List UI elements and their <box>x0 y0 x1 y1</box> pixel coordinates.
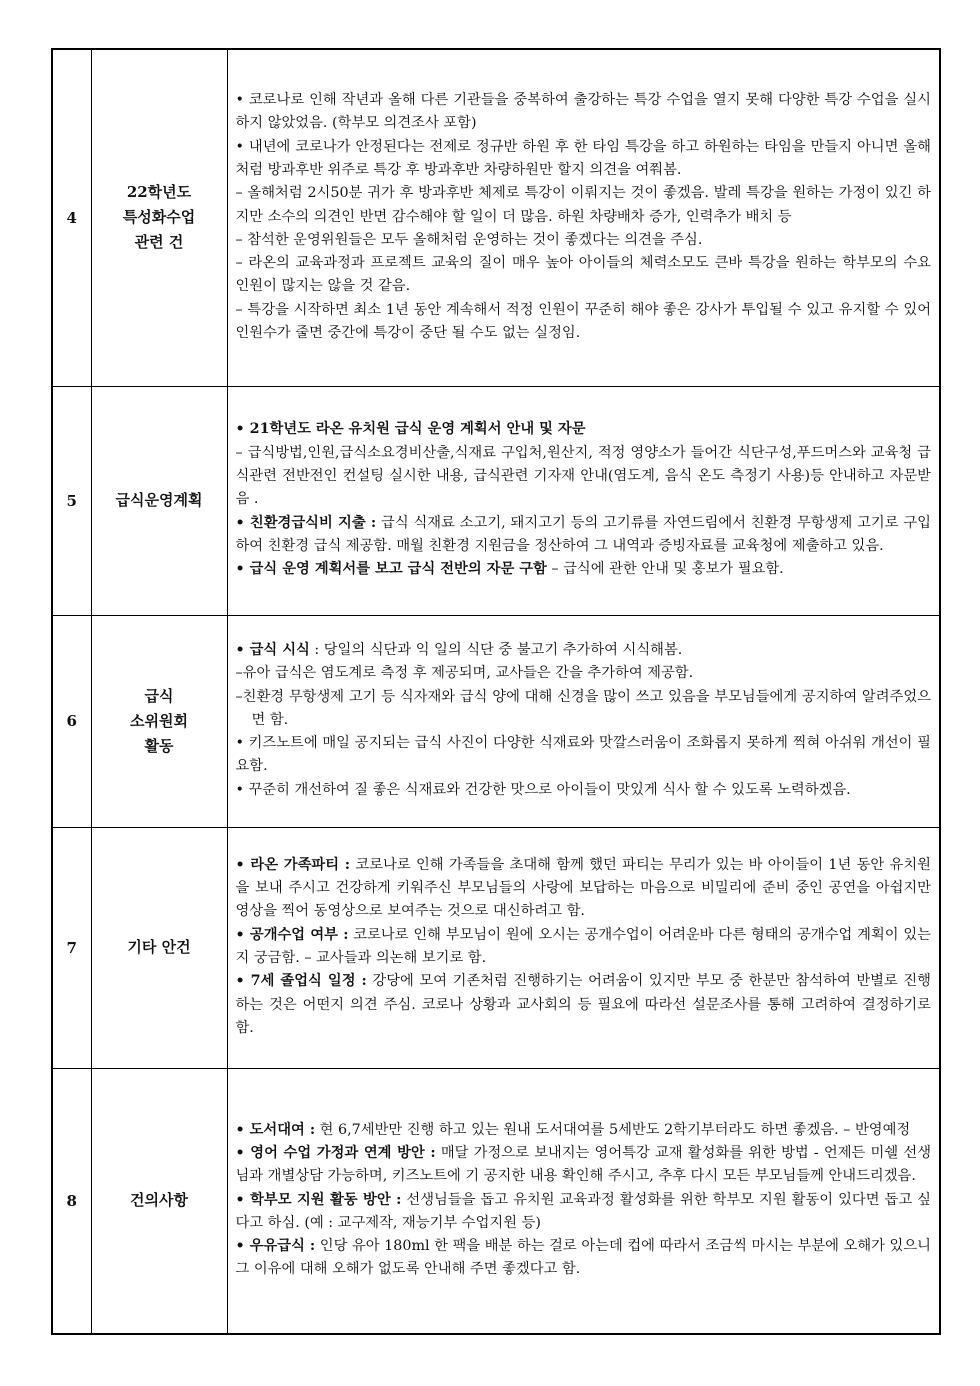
item-title <box>91 827 227 1068</box>
content-paragraph <box>236 686 932 733</box>
paragraph-text: – 올해처럼 2시50분 귀가 후 방과후반 체제로 특강이 이뤄지는 것이 좋겠음. 발레 특강을 원하는 가정이 있긴 하지만 소수의 의견인 반면 감수해야 할 일이 더 많음. 하원 차량배차 증가, 인력추가 배치 등 <box>235 185 931 225</box>
content-paragraph <box>236 229 932 252</box>
paragraph-text: –유아 급식은 염도계로 측정 후 제공되며, 교사들은 간을 추가하여 제공함. <box>235 665 694 682</box>
item-title-line: 급식운영계획 <box>115 491 203 509</box>
paragraph-text: 현 6,7세반만 진행 하고 있는 원내 도서대여를 5세반도 2학기부터라도 하면 좋겠음. – 반영예정 <box>315 1121 911 1138</box>
paragraph-text: • 내년에 코로나가 안정된다는 전제로 정규반 하원 후 한 타임 특강을 하고 하원하는 타임을 만들지 아니면 올해처럼 방과후반 위주로 특강 후 방과후반 차량하원만 할지 의견을 여쭤봄. <box>235 138 931 178</box>
paragraph-lead: • 급식 시식 <box>235 641 310 658</box>
paragraph-text: 급식 식재료 소고기, 돼지고기 등의 고기류를 자연드림에서 친환경 무항생제 고기로 구입하여 친환경 급식 제공함. 매월 친환경 지원금을 정산하여 그 내역과 증빙자료를 교육청에 제출하고 있음. <box>235 514 931 554</box>
item-title-line: 활동 <box>144 736 174 755</box>
paragraph-text: : 당일의 식단과 익 일의 식단 중 불고기 추가하여 시식해봄. <box>309 641 683 658</box>
content-paragraph <box>236 1119 932 1142</box>
content-paragraph <box>236 418 932 441</box>
paragraph-text: –친환경 무항생제 고기 등 식자재와 급식 양에 대해 신경을 많이 쓰고 있음을 부모님들에게 공지하여 알려주었으면 함. <box>235 688 931 728</box>
paragraph-lead: • 영어 수업 가정과 연계 방안 : <box>235 1145 436 1161</box>
paragraph-text: 코로나로 인해 부모님이 원에 오시는 공개수업이 어려운바 다른 형태의 공개수업 계획이 있는지 궁금함. – 교사들과 의논해 보기로 함. <box>235 926 931 966</box>
item-number: 5 <box>52 386 91 615</box>
item-content <box>227 827 940 1068</box>
paragraph-text: 선생님들을 돕고 유치원 교육과정 활성화를 위한 학부모 지원 활동이 있다면 돕고 싶다고 하심. (예 : 교구제작, 재능기부 수업지원 등) <box>235 1191 931 1231</box>
paragraph-text: 코로나로 인해 가족들을 초대해 함께 했던 파티는 무리가 있는 바 아이들이 1년 동안 유치원을 보내 주시고 건강하게 키워주신 부모님들의 사랑에 보답하는 마음으로 비밀리에 준비 중인 공연을 아쉽지만 영상을 찍어 동영상으로 보여주는 것으로 대신하려고 함. <box>235 856 931 920</box>
item-title <box>91 1068 227 1334</box>
content-paragraph <box>236 89 932 136</box>
item-content <box>227 386 940 615</box>
paragraph-lead: • 7세 졸업식 일정 : <box>235 973 367 990</box>
paragraph-lead: • 우유급식 : <box>235 1238 316 1255</box>
content-paragraph <box>236 1235 932 1282</box>
content-paragraph <box>236 662 932 685</box>
item-content <box>227 49 940 386</box>
paragraph-text: • 키즈노트에 매일 공지되는 급식 사진이 다양한 식재료와 맛깔스러움이 조화롭지 못하게 찍혀 아쉬워 개선이 필요함. <box>235 735 931 775</box>
agenda-row <box>52 615 940 827</box>
content-paragraph <box>236 970 932 1040</box>
paragraph-lead: • 라온 가족파티 : <box>235 856 351 873</box>
paragraph-lead: • 도서대여 : <box>235 1121 316 1138</box>
item-content <box>227 615 940 827</box>
paragraph-lead: • 공개수업 여부 : <box>235 926 349 943</box>
content-paragraph <box>236 854 932 924</box>
paragraph-text: 매달 가정으로 보내지는 영어특강 교재 활성화를 위한 방법 - 언제든 미쉘 선생님과 개별상담 가능하며, 키즈노트에 기 공지한 내용 확인해 주시고, 추후 다시 모든 부모님들께 안내드리겠음. <box>235 1145 932 1185</box>
content-paragraph <box>236 779 932 802</box>
minutes-table <box>51 48 941 1335</box>
content-paragraph <box>236 299 932 346</box>
item-title <box>91 615 227 827</box>
content-paragraph <box>236 558 932 581</box>
agenda-row <box>52 1068 940 1334</box>
paragraph-text: – 특강을 시작하면 최소 1년 동안 계속해서 적정 인원이 꾸준히 해야 좋은 강사가 투입될 수 있고 유지할 수 있어 인원수가 줄면 중간에 특강이 중단 될 수도 없는 실정임. <box>235 301 931 342</box>
paragraph-lead: • 급식 운영 계획서를 보고 급식 전반의 자문 구함 <box>235 561 547 578</box>
content-paragraph <box>236 639 932 662</box>
item-title-line: 관련 건 <box>134 233 184 252</box>
paragraph-text: 강당에 모여 기존처럼 진행하기는 어려움이 있지만 부모 중 한분만 참석하여 반별로 진행 하는 것은 어떤지 의견 주심. 코로나 상황과 교사회의 등 필요에 따라선 설문조사를 통해 고려하여 결정하기로 함. <box>235 973 931 1036</box>
paragraph-text: – 라온의 교육과정과 프로젝트 교육의 질이 매우 높아 아이들의 체력소모도 큰바 특강을 원하는 학부모의 수요 인원이 많지는 않을 것 같음. <box>235 255 931 295</box>
agenda-row <box>52 49 940 386</box>
item-title-line: 기타 안건 <box>127 938 191 956</box>
table-body <box>52 49 940 1334</box>
paragraph-text: • 꾸준히 개선하여 질 좋은 식재료와 건강한 맛으로 아이들이 맛있게 식사 할 수 있도록 노력하겠음. <box>235 781 851 798</box>
item-title-line: 22학년도 <box>126 183 192 202</box>
content-paragraph <box>236 924 932 971</box>
paragraph-lead: • 학부모 지원 활동 방안 : <box>235 1191 402 1208</box>
content-paragraph <box>236 252 932 299</box>
content-paragraph <box>236 732 932 779</box>
content-paragraph <box>236 442 932 512</box>
content-paragraph <box>236 1142 932 1189</box>
paragraph-text: – 급식방법,인원,급식소요경비산출,식재료 구입처,원산지, 적정 영양소가 들어간 식단구성,푸드머스와 교육청 급식관련 전반전인 컨설팅 실시한 내용, 급식관련 기자재 안내(염도계, 음식 온도 측정기 사용)등 안내하고 자문받음 . <box>235 444 931 508</box>
item-number: 6 <box>52 615 91 827</box>
item-title <box>91 49 227 386</box>
item-content <box>227 1068 940 1334</box>
paragraph-text: 인당 유아 180ml 한 팩을 배분 하는 걸로 아는데 컵에 따라서 조금씩 마시는 부분에 오해가 있으니 그 이유에 대해 오해가 없도록 안내해 주면 좋겠다고 함. <box>235 1238 931 1278</box>
item-number: 8 <box>52 1068 91 1334</box>
paragraph-text: – 급식에 관한 안내 및 홍보가 필요함. <box>546 561 784 578</box>
item-title <box>91 386 227 615</box>
item-title-line: 소위원회 <box>130 711 188 730</box>
agenda-row <box>52 827 940 1068</box>
paragraph-lead: • 친환경급식비 지출 : <box>235 514 377 531</box>
content-paragraph <box>236 136 932 183</box>
paragraph-lead: • 21학년도 라온 유치원 급식 운영 계획서 안내 및 자문 <box>235 421 586 438</box>
paragraph-text: – 참석한 운영위원들은 모두 올해처럼 운영하는 것이 좋겠다는 의견을 주심. <box>235 231 703 248</box>
item-title-line: 급식 <box>144 686 174 705</box>
content-paragraph <box>236 1189 932 1236</box>
agenda-row <box>52 386 940 615</box>
paragraph-text: • 코로나로 인해 작년과 올해 다른 기관들을 중복하여 출강하는 특강 수업을 열지 못해 다양한 특강 수업을 실시하지 않았었음. (학부모 의견조사 포함) <box>235 92 931 132</box>
item-number: 4 <box>52 49 91 386</box>
content-paragraph <box>236 182 932 229</box>
item-title-line: 특성화수업 <box>122 208 196 227</box>
item-title-line: 건의사항 <box>130 1191 188 1210</box>
content-paragraph <box>236 512 932 559</box>
item-number: 7 <box>52 827 91 1068</box>
